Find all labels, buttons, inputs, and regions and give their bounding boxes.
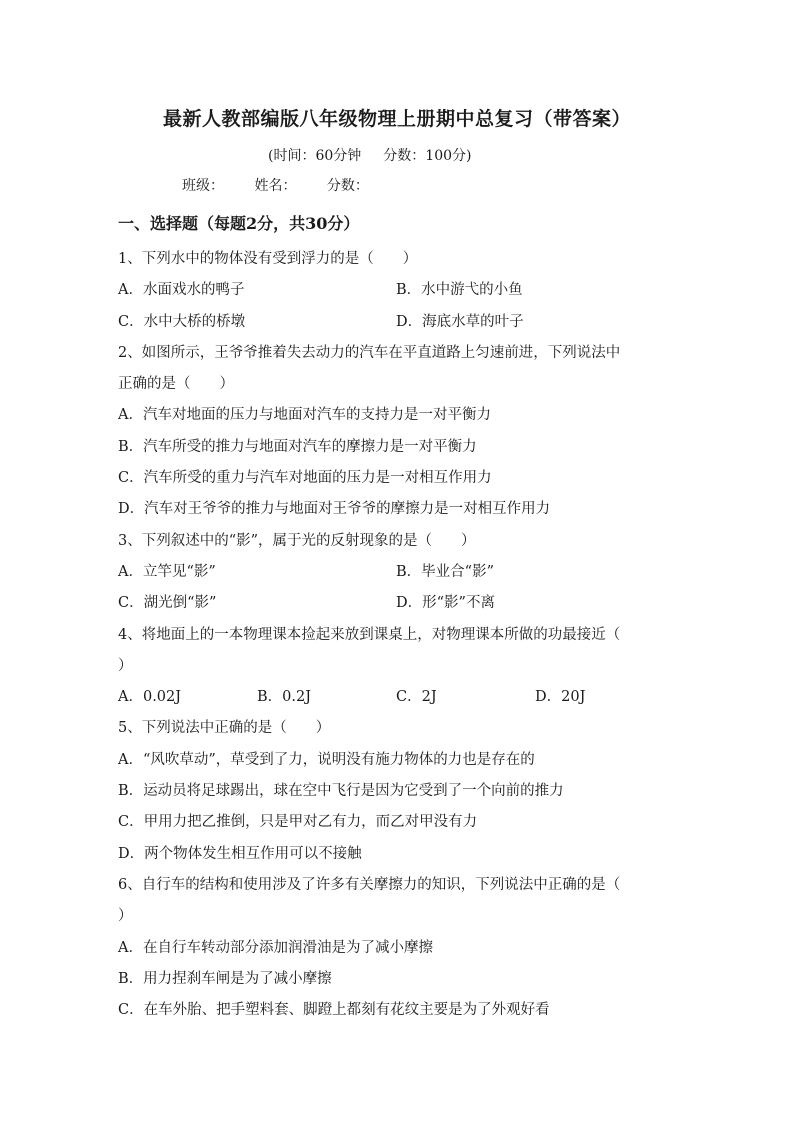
student-info: [182, 175, 369, 195]
exam-score: 分数：100分): [383, 148, 472, 164]
question-list: [118, 244, 678, 1026]
exam-time-score: [268, 145, 471, 165]
question-1-options-row-1: [118, 275, 678, 306]
question-2-option-b: B．汽车所受的推力与地面对汽车的摩擦力是一对平衡力: [118, 438, 477, 455]
question-5-option-d: D．两个物体发生相互作用可以不接触: [118, 845, 362, 862]
question-4-option-d: D．20J: [535, 689, 586, 706]
question-1-stem: 1、下列水中的物体没有受到浮力的是（ ）: [118, 251, 418, 267]
question-6-stem-line-1: 6、自行车的结构和使用涉及了许多有关摩擦力的知识，下列说法中正确的是（: [118, 876, 621, 893]
question-1-options-row-2: [118, 307, 678, 338]
question-2-option-c: C．汽车所受的重力与汽车对地面的压力是一对相互作用力: [118, 470, 492, 487]
question-3-option-d: D．形“影”不离: [396, 595, 495, 612]
question-5-stem: 5、下列说法中正确的是（ ）: [118, 720, 331, 737]
class-label: 班级：: [182, 178, 224, 194]
question-4-options-row: [118, 682, 678, 713]
question-6-option-b: B．用力捏刹车闸是为了减小摩擦: [118, 970, 332, 987]
question-3-options-row-1: [118, 557, 678, 588]
question-2-stem-line-2: 正确的是（ ）: [118, 376, 234, 393]
question-4-option-b: B．0.2J: [257, 689, 312, 706]
question-3-stem: 3、下列叙述中的“影”，属于光的反射现象的是（ ）: [118, 532, 476, 549]
question-6-stem-line-2: ）: [118, 908, 133, 925]
question-1-option-d: D．海底水草的叶子: [396, 313, 524, 330]
question-4-option-c: C．2J: [396, 689, 437, 706]
question-3-options-row-2: [118, 588, 678, 619]
question-3-option-c: C．湖光倒“影”: [118, 595, 217, 612]
question-1-option-c: C．水中大桥的桥墩: [118, 313, 246, 330]
name-label: 姓名：: [254, 178, 297, 194]
question-4-option-a: A．0.02J: [118, 689, 182, 706]
page-title: 最新人教部编版八年级物理上册期中总复习（带答案）: [162, 108, 631, 130]
exam-time: (时间：60分钟: [268, 148, 362, 164]
question-6-option-c: C．在车外胎、把手塑料套、脚蹬上都刻有花纹主要是为了外观好看: [118, 1002, 550, 1019]
points-label: 分数：: [326, 178, 369, 194]
question-2-option-d: D．汽车对王爷爷的推力与地面对王爷爷的摩擦力是一对相互作用力: [118, 501, 551, 518]
question-5-option-b: B．运动员将足球踢出，球在空中飞行是因为它受到了一个向前的推力: [118, 783, 564, 800]
question-4-stem-line-1: 4、将地面上的一本物理课本捡起来放到课桌上，对物理课本所做的功最接近（: [118, 626, 621, 643]
question-1-option-a: A．水面戏水的鸭子: [118, 282, 245, 299]
question-1-option-b: B．水中游弋的小鱼: [396, 282, 523, 299]
question-5-option-a: A．“风吹草动”，草受到了力，说明没有施力物体的力也是存在的: [118, 751, 535, 768]
question-6-option-a: A．在自行车转动部分添加润滑油是为了减小摩擦: [118, 939, 433, 956]
question-3-option-b: B．毕业合“影”: [396, 563, 494, 580]
question-4-stem-line-2: ）: [118, 657, 133, 674]
question-5-option-c: C．甲用力把乙推倒，只是甲对乙有力，而乙对甲没有力: [118, 814, 478, 831]
question-2-option-a: A．汽车对地面的压力与地面对汽车的支持力是一对平衡力: [118, 407, 491, 424]
question-3-option-a: A．立竿见“影”: [118, 563, 216, 580]
section-heading: 一、选择题（每题2分，共30分）: [118, 214, 360, 233]
question-2-stem-line-1: 2、如图所示，王爷爷推着失去动力的汽车在平直道路上匀速前进，下列说法中: [118, 344, 621, 361]
